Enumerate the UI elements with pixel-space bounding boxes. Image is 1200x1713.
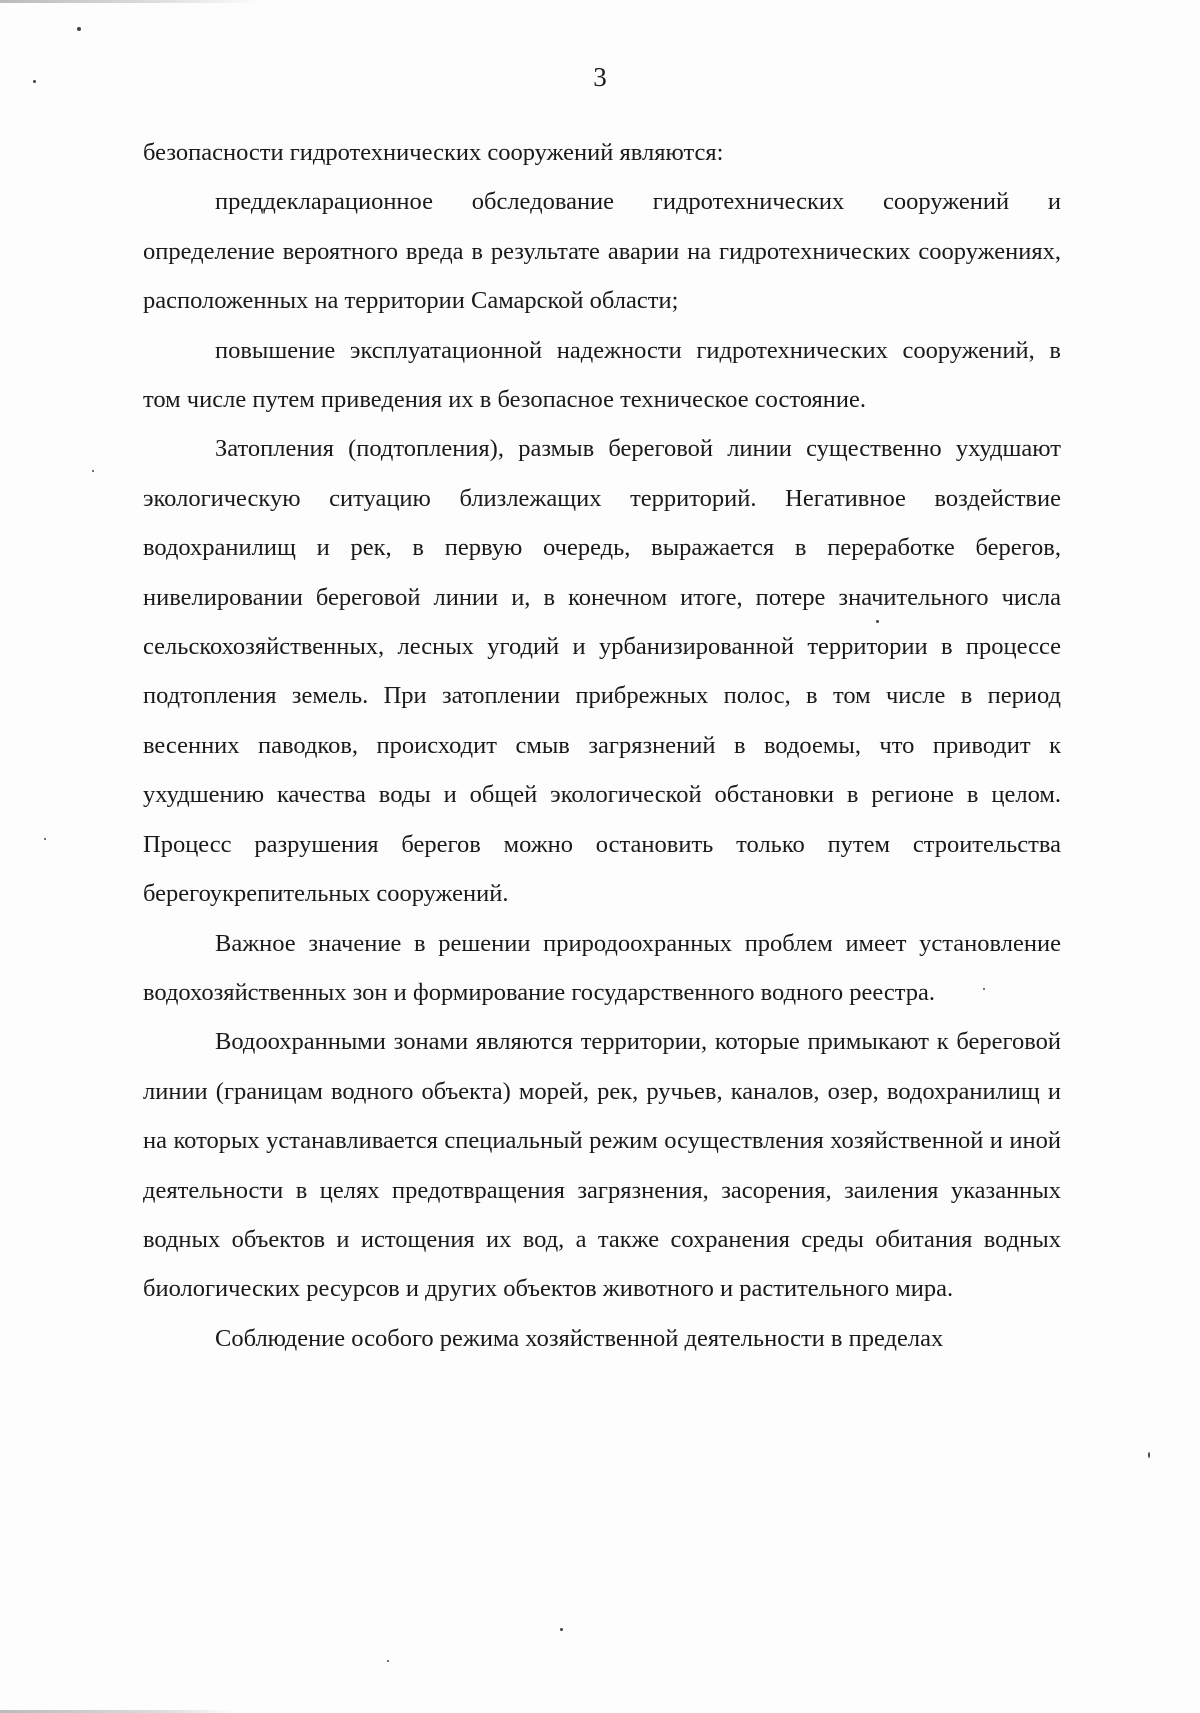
paragraph: преддекларационное обследование гидротехнических сооружений и определение вероятного вреда в результате аварии на гидротехнических сооружениях, расположенных на территории Самарской области; <box>143 188 1061 315</box>
scan-speck <box>92 470 94 472</box>
scan-speck <box>387 1660 389 1662</box>
paragraph: Важное значение в решении природоохранных проблем имеет установление водохозяйственных зон и формирование государственного водного реестра. <box>143 929 1061 1006</box>
body-text <box>143 128 1061 1363</box>
scan-edge-mark <box>0 0 260 3</box>
paragraph: Соблюдение особого режима хозяйственной деятельности в пределах <box>215 1324 944 1352</box>
paragraph: повышение эксплуатационной надежности гидротехнических сооружений, в том числе путем приведения их в безопасное техническое состояние. <box>143 336 1061 414</box>
scan-speck <box>1148 1452 1150 1458</box>
scan-speck <box>44 838 46 840</box>
scan-speck <box>560 1628 563 1631</box>
paragraph: безопасности гидротехнических сооружений являются: <box>143 139 724 166</box>
paragraph: Водоохранными зонами являются территории, которые примыкают к береговой линии (границам водного объекта) морей, рек, ручьев, каналов, озер, водохранилищ и на которых устанавливается специальный режим осуществления хозяйственной и иной деятельности в целях предотвращения загрязнения, засорения, заиления указанных водных объектов и истощения их вод, а также сохранения среды обитания водных биологических ресурсов и других объектов животного и растительного мира. <box>143 1028 1061 1303</box>
scan-speck <box>77 27 81 31</box>
page-number: 3 <box>593 62 607 92</box>
paragraph: Затопления (подтопления), размыв береговой линии существенно ухудшают экологическую ситуацию близлежащих территорий. Негативное воздействие водохранилищ и рек, в первую очередь, выражается в переработке берегов, нивелировании береговой линии и, в конечном итоге, потере значительного числа сельскохозяйственных, лесных угодий и урбанизированной территории в процессе подтопления земель. При затоплении прибрежных полос, в том числе в период весенних паводков, происходит смыв загрязнений в водоемы, что приводит к ухудшению качества воды и общей экологической обстановки в регионе в целом. Процесс разрушения берегов можно остановить только путем строительства берегоукрепительных сооружений. <box>143 435 1061 908</box>
